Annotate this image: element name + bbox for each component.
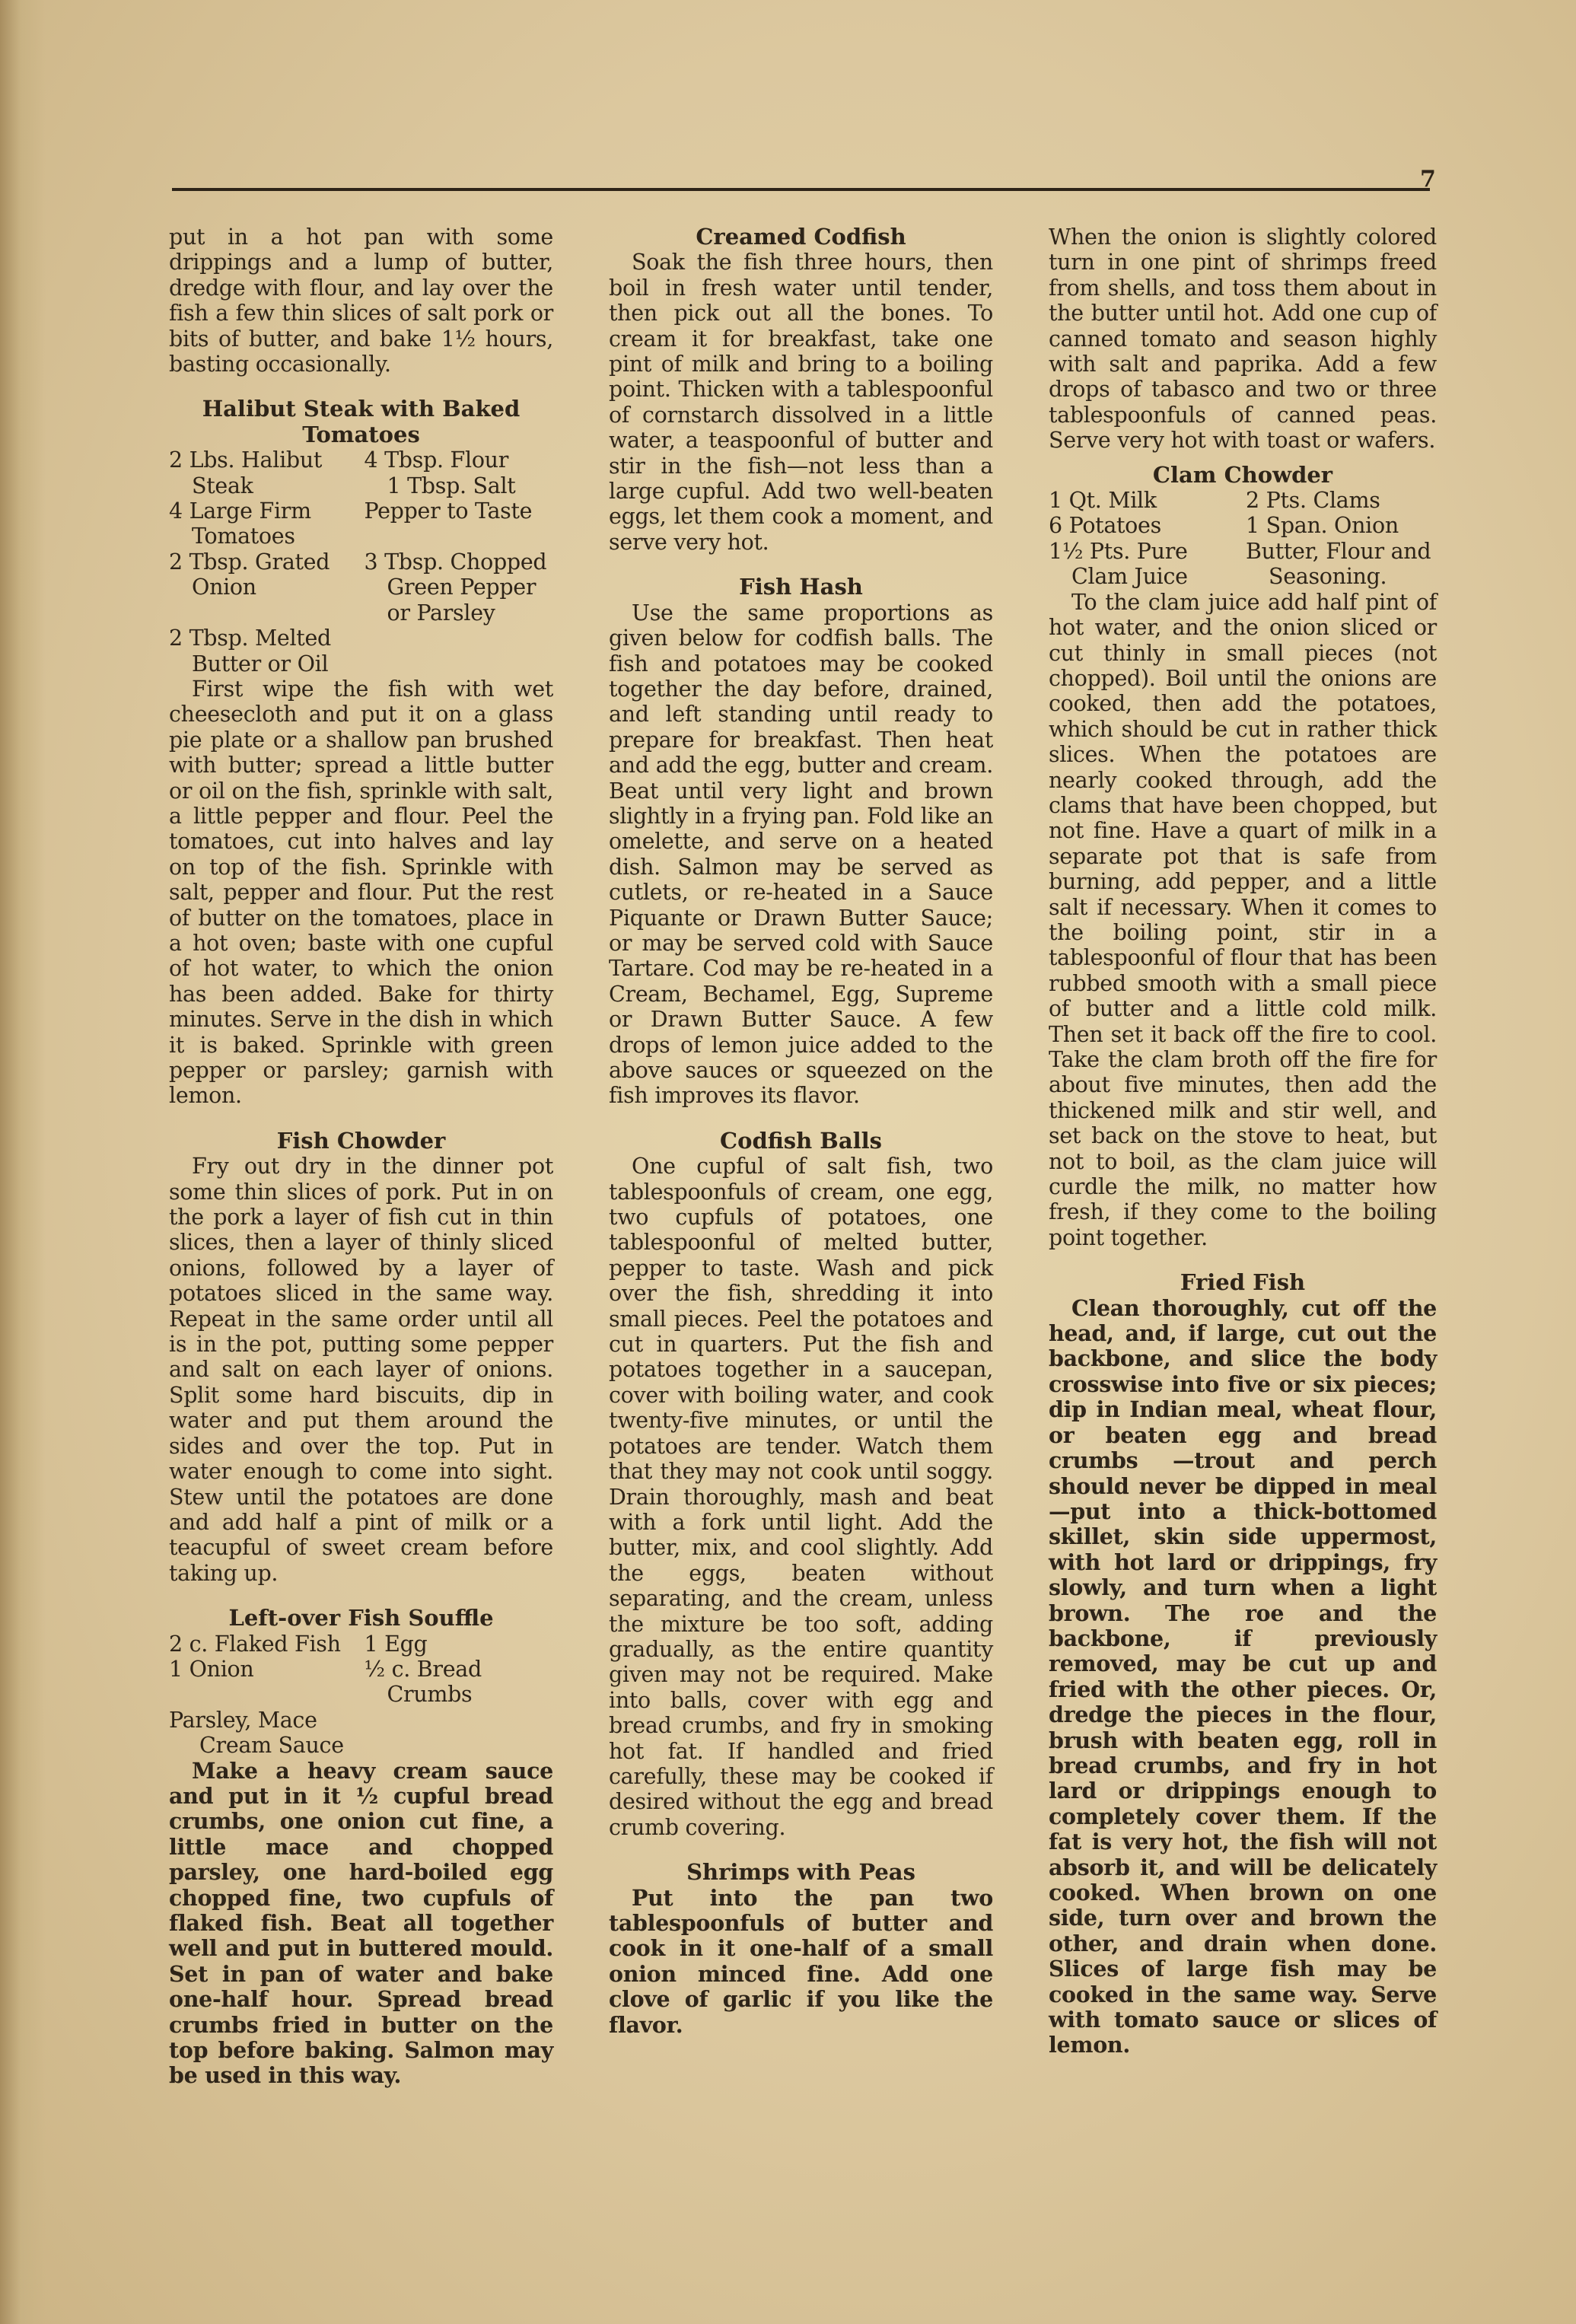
ingredient: Pepper to Taste [364,498,533,524]
recipe-title-souffle: Left-over Fish Souffle [228,1605,494,1632]
recipe-body-fried-fish: Clean thoroughly, cut off the head, and, if large, cut out the backbone, and slice the body crosswise into five or six pieces; dip in Indian meal, wheat flour, or beaten egg and bread crumbs —trout and perch should never be dipped in meal—put into a thick-bottomed skillet, skin side uppermost, with hot lard or drippings, fry slowly, and turn when a light brown. The roe and the backbone, if previously removed, may be cut up and fried with the other pieces. Or, dredge the pieces in the flour, brush with beaten egg, roll in bread crumbs, and fry in hot lard or drippings enough to completely cover them. If the fat is very hot, the fish will not absorb it, and will be delicately cooked. When brown on one side, turn over and brown the other, and drain when done. Slices of large fish may be cooked in the same way. Serve with tomato sauce or slices of lemon. [1049,1294,1437,2058]
ingredients-clam-chowder [1049,488,1437,590]
ingredient: 2 Tbsp. Melted Butter or Oil [169,626,331,677]
column-1 [169,224,553,2089]
ingredient: 2 Tbsp. Grated Onion [169,549,330,600]
ingredient: 3 Tbsp. Chopped Green Pepper or Parsley [364,549,547,626]
recipe-body-creamed-codfish: Soak the fish three hours, then boil in fresh water until tender, then pick out all the bones. To cream it for breakfast, take one pint of milk and bring to a boiling point. Thicken with a tablespoonful of cornstarch dissolved in a little water, a teaspoonful of butter and stir in the fish—not less than a large cupful. Add two well-beaten eggs, let them cook a moment, and serve very hot. [609,250,993,555]
ingredient: ½ c. Bread Crumbs [364,1656,482,1708]
ingredient: 6 Potatoes [1049,513,1161,539]
ingredient: 2 Lbs. Halibut Steak [169,447,323,498]
recipe-title-shrimps: Shrimps with Peas [686,1859,915,1886]
recipe-body-souffle: Make a heavy cream sauce and put in it ½ cupful bread crumbs, one onion cut fine, a little mace and chopped parsley, one hard-boiled egg chopped fine, two cupfuls of flaked fish. Beat all together well and put in buttered mould. Set in pan of water and bake one-half hour. Spread bread crumbs fried in butter on the top before baking. Salmon may be used in this way. [169,1757,553,2089]
page-number: 7 [1420,166,1436,193]
column-2 [609,224,993,2038]
recipe-title-fish-chowder: Fish Chowder [276,1127,446,1154]
ingredient: 1 Egg [364,1631,428,1657]
recipe-body-shrimps: Put into the pan two tablespoonfuls of butter and cook in it one-half of a small onion minced fine. Add one clove of garlic if you like the flavor. [609,1884,993,2038]
ingredient: 1 Span. Onion [1246,513,1399,539]
ingredient: Parsley, Mace [169,1707,317,1733]
column-3 [1049,224,1437,2058]
ingredients-souffle [169,1632,553,1759]
recipe-body-clam-chowder: To the clam juice add half pint of hot water, and the onion sliced or cut thinly in small pieces (not chopped). Boil until the onions are cooked, then add the potatoes, which should be cut in rather thick slices. When the potatoes are nearly cooked through, add the clams that have been chopped, but not fine. Have a quart of milk in a separate pot that is safe from burning, add pepper, and a little salt if necessary. When it comes to the boiling point, stir in a tablespoonful of flour that has been rubbed smooth with a small piece of butter and a little cold milk. Then set it back off the fire to cool. Take the clam broth off the fire for about five minutes, then add the thickened milk and stir well, and set back on the stove to heat, but not to boil, as the clam juice will curdle the milk, no matter how fresh, if they come to the boiling point together. [1049,589,1437,1250]
ingredient: Butter, Flour and Seasoning. [1246,538,1431,590]
ingredient: 1 Onion [169,1656,254,1682]
recipe-title-fried-fish: Fried Fish [1180,1269,1306,1296]
recipe-body-halibut: First wipe the fish with wet cheesecloth and put it on a glass pie plate or a shallow pan brushed with butter; spread a little butter or oil on the fish, sprinkle with salt, a little pepper and flour. Peel the tomatoes, cut into halves and lay on top of the fish. Sprinkle with salt, pepper and flour. Put the rest of butter on the tomatoes, place in a hot oven; baste with one cupful of hot water, to which the onion has been added. Bake for thirty minutes. Serve in the dish in which it is baked. Sprinkle with green pepper or parsley; garnish with lemon. [169,676,553,1109]
recipe-body-codfish-balls: One cupful of salt fish, two tablespoonfuls of cream, one egg, two cupfuls of potatoes, one tablespoonful of melted butter, pepper to taste. Wash and pick over the fish, shredding it into small pieces. Peel the potatoes and cut in quarters. Put the fish and potatoes together in a saucepan, cover with boiling water, and cook twenty-five minutes, or until the potatoes are tender. Watch them that they may not cook until soggy. Drain thoroughly, mash and beat with a fork until light. Add the butter, mix, and cool slightly. Add the eggs, beaten without separating, and the cream, unless the mixture be too soft, adding gradually, as the entire quantity given may not be required. Make into balls, cover with egg and bread crumbs, and fry in smoking hot fat. If handled and fried carefully, these may be cooked if desired without the egg and bread crumb covering. [609,1154,993,1840]
recipe-body-fish-hash: Use the same proportions as given below for codfish balls. The fish and potatoes may be cooked together the day before, drained, and left standing until ready to prepare for breakfast. Then heat and add the egg, butter and cream. Beat until very light and brown slightly in a frying pan. Fold like an omelette, and serve on a heated dish. Salmon may be served as cutlets, or re-heated in a Sauce Piquante or Drawn Butter Sauce; or may be served cold with Sauce Tartare. Cod may be re-heated in a Cream, Bechamel, Egg, Supreme or Drawn Butter Sauce. A few drops of lemon juice added to the above sauces or squeezed on the fish improves its flavor. [609,600,993,1109]
ingredient: 2 Pts. Clams [1246,488,1380,514]
ingredient: 4 Tbsp. Flour 1 Tbsp. Salt [364,447,516,498]
recipe-body-fish-chowder: Fry out dry in the dinner pot some thin slices of pork. Put in on the pork a layer of fish cut in thin slices, then a layer of thinly sliced onions, followed by a layer of potatoes sliced in the same way. Repeat in the same order until all is in the pot, putting some pepper and salt on each layer of onions. Split some hard biscuits, dip in water and put them around the sides and over the top. Put in water enough to come into sight. Stew until the potatoes are done and add half a pint of milk or a teacupful of sweet cream before taking up. [169,1154,553,1586]
paragraph-continued: When the onion is slightly colored turn in one pint of shrimps freed from shells, and toss them about in the butter until hot. Add one cup of canned tomato and season highly with salt and paprika. Add a few drops of tabasco and two or three tablespoonfuls of canned peas. Serve very hot with toast or wafers. [1049,224,1437,454]
ingredient: Cream Sauce [199,1733,344,1759]
ingredient: 1 Qt. Milk [1049,488,1157,514]
recipe-title-codfish-balls: Codfish Balls [720,1127,882,1154]
ingredients-halibut [169,447,553,677]
ingredient: 1½ Pts. Pure Clam Juice [1049,538,1188,590]
ingredient: 2 c. Flaked Fish [169,1631,341,1657]
page-spine-shadow [0,0,46,2324]
recipe-title-halibut: Halibut Steak with Baked Tomatoes [202,396,521,447]
recipe-title-creamed-codfish: Creamed Codfish [696,224,906,250]
recipe-title-fish-hash: Fish Hash [739,574,863,600]
recipe-title-clam-chowder: Clam Chowder [1152,461,1333,488]
header-rule [172,188,1430,191]
paragraph-continued: put in a hot pan with some drippings and a lump of butter, dredge with flour, and lay over the fish a few thin slices of salt pork or bits of butter, and bake 1½ hours, basting occasionally. [169,224,553,377]
ingredient: 4 Large Firm Tomatoes [169,498,311,549]
